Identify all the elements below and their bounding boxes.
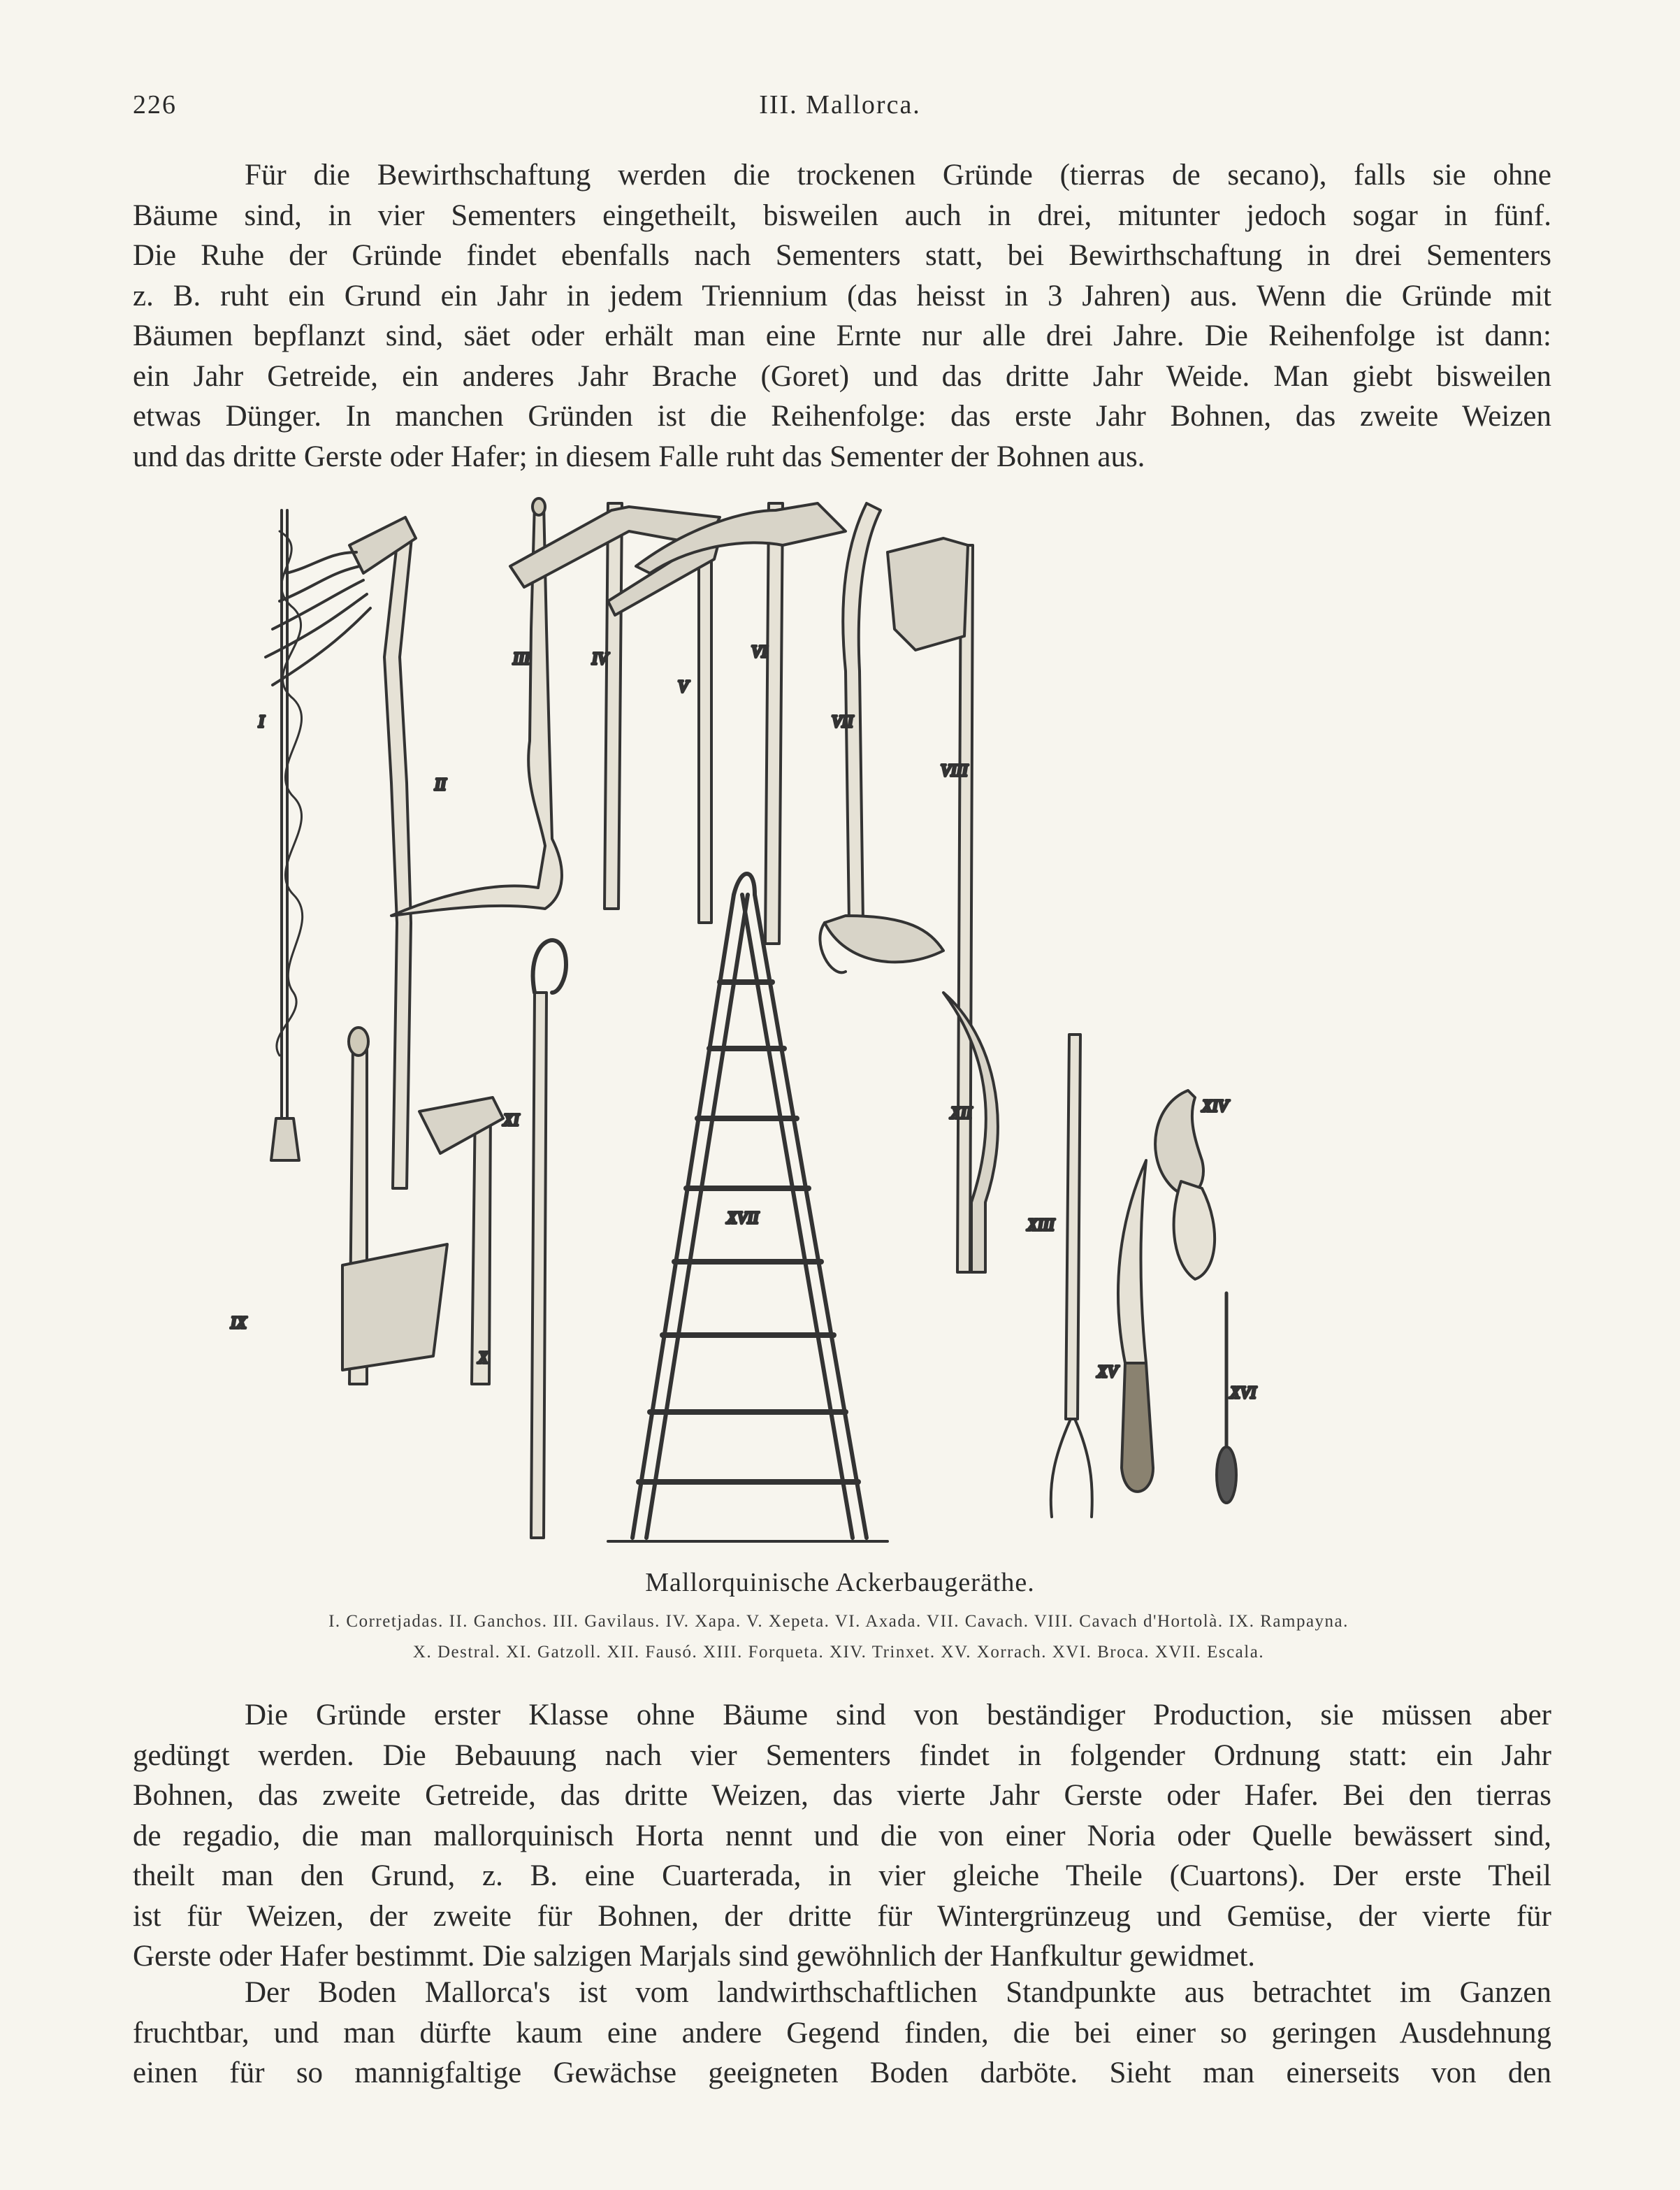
paragraph-2 bbox=[133, 1695, 1551, 1977]
text-line: Der Boden Mallorca's ist vom landwirthschaftlichen Standpunkte aus betrachtet im Ganzen bbox=[245, 1976, 1551, 2009]
tool-i-corretjadas bbox=[271, 510, 303, 1160]
text-line: Die Gründe erster Klasse ohne Bäume sind von beständiger Production, sie müssen aber bbox=[245, 1699, 1551, 1731]
numeral-iv: IV bbox=[592, 650, 608, 668]
tools-illustration bbox=[217, 489, 1475, 1566]
text-line: ein Jahr Getreide, ein anderes Jahr Brache (Goret) und das dritte Jahr Weide. Man giebt bisweilen bbox=[133, 359, 1551, 393]
tool-xiv-trinxet bbox=[1155, 1090, 1215, 1279]
tool-xv-xorrach bbox=[1118, 1160, 1153, 1492]
text-line: Gerste oder Hafer bestimmt. Die salzigen Marjals sind gewöhnlich der Hanfkultur gewidmet. bbox=[133, 1940, 1256, 1973]
numeral-vi: VI bbox=[751, 643, 767, 661]
figure-caption-title: Mallorquinische Ackerbaugeräthe. bbox=[645, 1568, 1035, 1597]
text-line: Bohnen, das zweite Getreide, das dritte Weizen, das vierte Jahr Gerste oder Hafer. Bei den tierras bbox=[133, 1779, 1551, 1812]
paragraph-1 bbox=[133, 155, 1551, 477]
numeral-v: V bbox=[678, 678, 688, 696]
numeral-xv: XV bbox=[1097, 1363, 1118, 1381]
text-line: fruchtbar, und man dürfte kaum eine andere Gegend finden, die bei einer so geringen Ausdehnung bbox=[133, 2016, 1551, 2049]
text-line: Bäumen bepflanzt sind, säet oder erhält man eine Ernte nur alle drei Jahre. Die Reihenfolge ist dann: bbox=[133, 319, 1551, 352]
figure-caption-list: I. Corretjadas. II. Ganchos. III. Gavilaus. IV. Xapa. V. Xepeta. VI. Axada. VII. Cavach. VIII. Cavach d'Hortolà. IX. Rampayna. bbox=[328, 1612, 1349, 1631]
text-line: gedüngt werden. Die Bebauung nach vier Sementers findet in folgender Ordnung statt: ein Jahr bbox=[133, 1738, 1551, 1772]
numeral-vii: VII bbox=[832, 713, 853, 731]
numeral-xvi: XVI bbox=[1230, 1384, 1257, 1402]
text-line: und das dritte Gerste oder Hafer; in diesem Falle ruht das Sementer der Bohnen aus. bbox=[133, 440, 1145, 473]
tool-xiii-forqueta bbox=[1051, 1035, 1092, 1517]
tool-v-xepeta bbox=[608, 538, 720, 923]
text-line: Für die Bewirthschaftung werden die trockenen Gründe (tierras de secano), falls sie ohne bbox=[245, 159, 1551, 192]
figure-caption-list: X. Destral. XI. Gatzoll. XII. Fausó. XIII. Forqueta. XIV. Trinxet. XV. Xorrach. XVI. Broca. XVII. Escala. bbox=[412, 1643, 1265, 1662]
numeral-iii: III bbox=[513, 650, 530, 668]
text-line: Die Ruhe der Gründe findet ebenfalls nach Sementers statt, bei Bewirthschaftung in drei Sementers bbox=[133, 239, 1551, 272]
text-line: de regadio, die man mallorquinisch Horta nennt und die von einer Noria oder Quelle bewässert sind, bbox=[133, 1819, 1551, 1852]
paragraph-3 bbox=[133, 1973, 1551, 2094]
tool-xi-gatzoll bbox=[531, 940, 566, 1538]
text-line: ist für Weizen, der zweite für Bohnen, der dritte für Wintergrünzeug und Gemüse, der vierte für bbox=[133, 1899, 1551, 1933]
numeral-xiv: XIV bbox=[1202, 1097, 1229, 1116]
text-line: etwas Dünger. In manchen Gründen ist die Reihenfolge: das erste Jahr Bohnen, das zweite Weizen bbox=[133, 400, 1551, 433]
tool-xvii-escala bbox=[608, 874, 888, 1541]
numeral-xi: XI bbox=[503, 1111, 519, 1130]
text-line: z. B. ruht ein Grund ein Jahr in jedem Triennium (das heisst in 3 Jahren) aus. Wenn die Gründe mit bbox=[133, 279, 1551, 312]
text-line: theilt man den Grund, z. B. eine Cuarterada, in vier gleiche Theile (Cuartons). Der erste Theil bbox=[133, 1859, 1551, 1892]
text-line: Bäume sind, in vier Sementers eingetheilt, bisweilen auch in drei, mitunter jedoch sogar in fünf. bbox=[133, 199, 1551, 232]
running-head: III. Mallorca. bbox=[759, 90, 921, 120]
text-line: einen für so mannigfaltige Gewächse geeigneten Boden darböte. Sieht man einerseits von den bbox=[133, 2056, 1551, 2089]
numeral-xii: XII bbox=[950, 1104, 972, 1123]
numeral-ii: II bbox=[435, 776, 446, 794]
numeral-i: I bbox=[259, 713, 264, 731]
numeral-x: X bbox=[478, 1349, 488, 1367]
tool-viii-cavach-hortola bbox=[888, 538, 973, 1272]
numeral-xvii: XVII bbox=[727, 1209, 759, 1227]
numeral-viii: VIII bbox=[941, 762, 968, 780]
numeral-ix: IX bbox=[231, 1314, 247, 1332]
page-number: 226 bbox=[133, 90, 177, 120]
numeral-xiii: XIII bbox=[1027, 1216, 1055, 1234]
